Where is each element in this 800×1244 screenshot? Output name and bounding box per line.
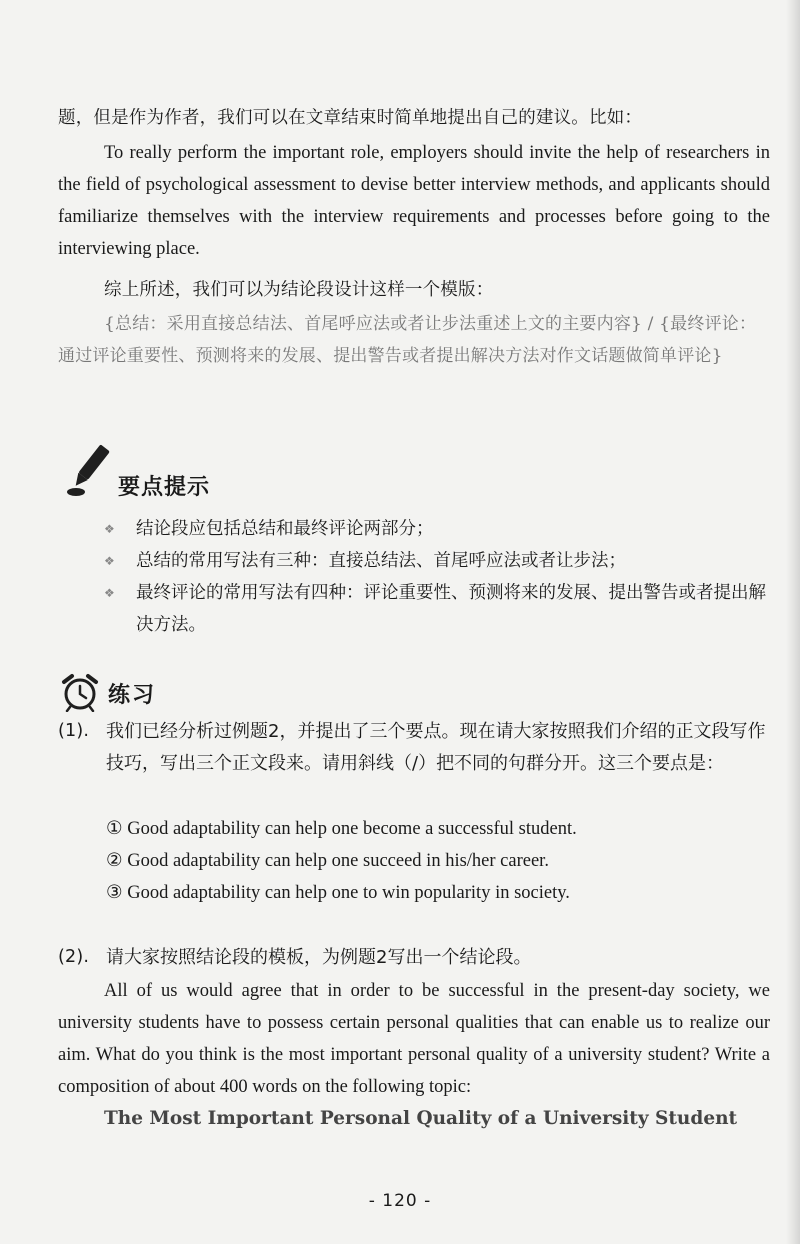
question-1	[58, 716, 778, 780]
diamond-bullet-icon: ❖	[104, 554, 115, 568]
tips-header	[62, 440, 362, 502]
question-1-number: (1).	[58, 721, 90, 741]
pencil-icon	[62, 440, 114, 500]
template-text: {总结：采用直接总结法、首尾呼应法或者让步法重述上文的主要内容} / {最终评论：通过评论重要性、预测将来的发展、提出警告或者提出解决方法对作文话题做简单评论}	[58, 314, 757, 366]
alarm-clock-icon	[60, 672, 100, 712]
tips-list	[104, 513, 772, 641]
tip-item	[104, 545, 772, 577]
summary-line: 综上所述，我们可以为结论段设计这样一个模版：	[104, 280, 494, 300]
question-1-text: 我们已经分析过例题2，并提出了三个要点。现在请大家按照我们介绍的正文段写作技巧，写出三个正文段来。请用斜线（/）把不同的句群分开。这三个要点是：	[106, 721, 766, 774]
example-paragraph-text: To really perform the important role, employers should invite the help of researchers in the field of psychological assessment to devise better interview methods, and applicants should familiarize themselves with the interview requirements and processes before going to the interviewing place.	[58, 143, 770, 259]
question-2	[58, 942, 778, 974]
tip-text: 最终评论的常用写法有四种：评论重要性、预测将来的发展、提出警告或者提出解决方法。	[136, 583, 766, 635]
question-2-text: 请大家按照结论段的模板，为例题2写出一个结论段。	[106, 947, 532, 968]
writing-prompt	[58, 975, 770, 1103]
exercise-header	[60, 672, 260, 712]
key-point: ③ Good adaptability can help one to win popularity in society.	[106, 883, 570, 903]
page-edge-shadow	[786, 0, 800, 1244]
example-paragraph	[58, 137, 770, 265]
diamond-bullet-icon: ❖	[104, 522, 115, 536]
intro-line: 题，但是作为作者，我们可以在文章结束时简单地提出自己的建议。比如：	[58, 108, 643, 128]
question-2-number: (2).	[58, 947, 90, 967]
template-text-block	[58, 308, 770, 372]
composition-topic: The Most Important Personal Quality of a University Student	[104, 1108, 738, 1129]
writing-prompt-text: All of us would agree that in order to be successful in the present-day society, we university students have to possess certain personal qualities that can enable us to realize our aim. What do you think is the most important personal quality of a university student? Write a composition of about 400 words on the following topic:	[58, 981, 770, 1097]
page-number: - 120 -	[368, 1191, 432, 1211]
key-point: ① Good adaptability can help one become a successful student.	[106, 819, 577, 839]
tip-item	[104, 577, 772, 641]
diamond-bullet-icon: ❖	[104, 586, 115, 600]
key-points-list	[106, 813, 766, 909]
tip-text: 结论段应包括总结和最终评论两部分；	[136, 519, 434, 539]
key-point: ② Good adaptability can help one succeed in his/her career.	[106, 851, 549, 871]
tips-title: 要点提示	[118, 474, 211, 500]
exercise-title: 练习	[108, 682, 157, 708]
tip-item	[104, 513, 772, 545]
tip-text: 总结的常用写法有三种：直接总结法、首尾呼应法或者让步法；	[136, 551, 626, 571]
